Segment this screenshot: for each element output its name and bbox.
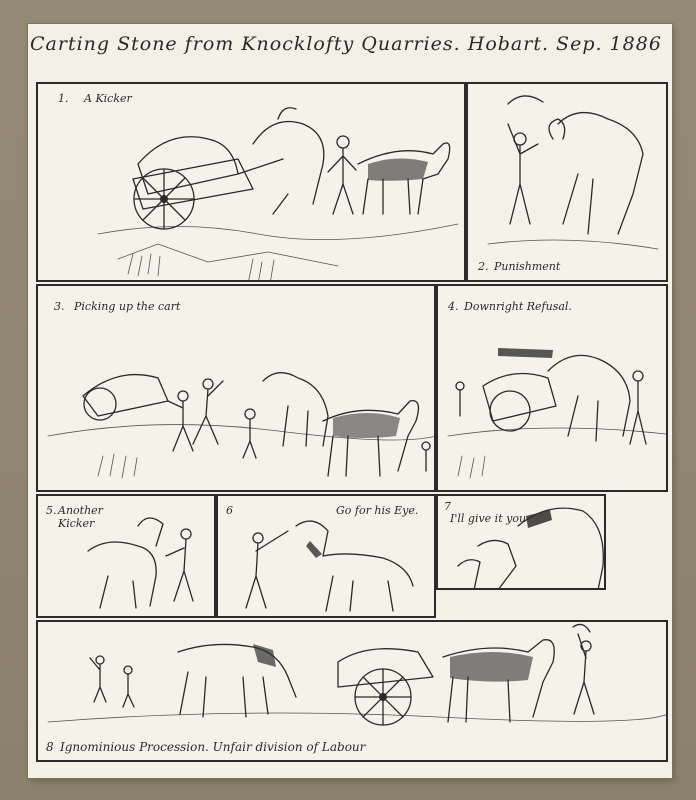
panel-4-caption: Downright Refusal. xyxy=(464,300,572,313)
panel-1-number: 1. xyxy=(58,92,69,105)
panel-6-number: 6 xyxy=(226,504,233,517)
panel-8-number: 8 xyxy=(46,740,54,754)
panel-8-ignominious-procession xyxy=(36,620,668,762)
panel-2-punishment xyxy=(466,82,668,282)
panel-4-downright-refusal xyxy=(436,284,668,492)
panel-1-drawing xyxy=(38,84,466,282)
panel-5-caption: Another Kicker xyxy=(58,504,103,530)
panel-5-number: 5. xyxy=(46,504,57,517)
panel-7-ill-give-it-you xyxy=(436,494,606,590)
panel-2-drawing xyxy=(468,84,668,282)
panel-3-picking-up-the-cart xyxy=(36,284,436,492)
panel-5-another-kicker xyxy=(36,494,216,618)
panel-6-caption: Go for his Eye. xyxy=(336,504,419,517)
panel-7-caption: I'll give it you xyxy=(450,512,527,525)
panel-4-number: 4. xyxy=(448,300,459,313)
panel-2-caption: Punishment xyxy=(494,260,561,273)
panel-3-number: 3. xyxy=(54,300,65,313)
panel-4-drawing xyxy=(438,286,668,492)
panel-3-drawing xyxy=(38,286,436,492)
panel-3-caption: Picking up the cart xyxy=(74,300,181,313)
panel-7-number: 7 xyxy=(444,500,451,513)
panel-2-number: 2. xyxy=(478,260,489,273)
sheet-title: Carting Stone from Knocklofty Quarries. Hobart. Sep. 1886 xyxy=(30,33,662,55)
panel-6-go-for-his-eye xyxy=(216,494,436,618)
panel-1-caption: A Kicker xyxy=(84,92,132,105)
panel-7-drawing xyxy=(438,496,606,590)
panel-1-a-kicker xyxy=(36,82,466,282)
panel-8-caption: Ignominious Procession. Unfair division of Labour xyxy=(60,740,366,754)
